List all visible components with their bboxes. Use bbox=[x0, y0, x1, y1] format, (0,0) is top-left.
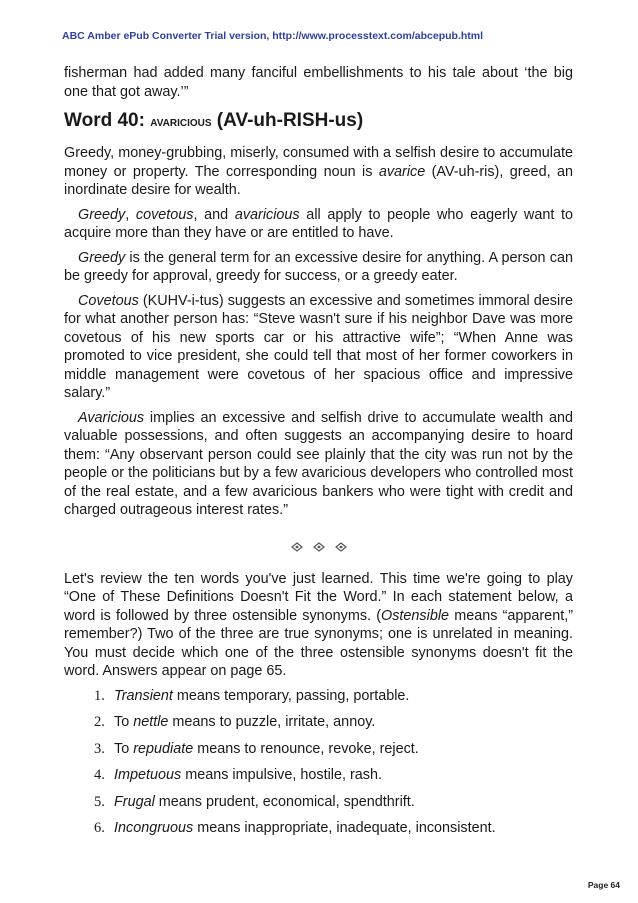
diamond-ornament-icon bbox=[335, 542, 347, 552]
term-ostensible: Ostensible bbox=[381, 607, 450, 624]
converter-header: ABC Amber ePub Converter Trial version, http://www.processtext.com/abcepub.html bbox=[62, 30, 484, 42]
quiz-definition: means impulsive, hostile, rash. bbox=[181, 767, 382, 783]
quiz-number: 1. bbox=[94, 687, 105, 704]
definition-rest: (AV-uh-ris), greed, an inordinate desire for wealth. bbox=[64, 163, 573, 198]
separator: , and bbox=[193, 206, 235, 223]
greedy-paragraph bbox=[64, 249, 573, 286]
term-greedy: Greedy bbox=[78, 249, 126, 266]
definition-noun: avarice bbox=[378, 163, 426, 180]
quiz-definition: means to puzzle, irritate, annoy. bbox=[168, 714, 376, 730]
covetous-text: (KUHV-i-tus) suggests an excessive and sometimes immoral desire for what another person has: “Steve wasn't sure if his neighbor Dave was more covetous of his new sports car or his attractive wife”; “When Anne was promoted to vice president, she could tell that most of her former coworkers in middle management were covetous of her spacious office and impressive salary.” bbox=[64, 292, 573, 401]
definition-text: Greedy, money-grubbing, miserly, consumed with a selfish desire to accumulate money or property. The corresponding noun is bbox=[64, 145, 573, 180]
term-avaricious: Avaricious bbox=[78, 409, 145, 426]
synonyms-text: all apply to people who eagerly want to acquire more than they have or are entitled to have. bbox=[64, 206, 574, 241]
quiz-definition: means inappropriate, inadequate, inconsistent. bbox=[193, 820, 496, 836]
intro-paragraph: fisherman had added many fanciful embellishments to his tale about ‘the big one that got away.’” bbox=[64, 65, 573, 100]
word-heading-word: AVARICIOUS bbox=[150, 118, 212, 129]
quiz-number: 6. bbox=[94, 820, 105, 836]
quiz-prefix: To bbox=[114, 740, 134, 757]
covetous-paragraph bbox=[64, 292, 573, 403]
quiz-item bbox=[94, 740, 573, 758]
word-heading-pronunciation: (AV-uh-RISH-us) bbox=[211, 110, 364, 131]
quiz-item bbox=[94, 713, 573, 731]
word-heading bbox=[64, 110, 573, 135]
quiz-word: nettle bbox=[133, 714, 169, 730]
term-covetous: covetous bbox=[135, 206, 194, 223]
term-avaricious: avaricious bbox=[234, 206, 300, 223]
quiz-item bbox=[94, 793, 573, 811]
quiz-list bbox=[64, 687, 573, 838]
quiz-number: 3. bbox=[94, 740, 105, 757]
page-number: Page 64 bbox=[587, 880, 620, 890]
review-text-rest: means “apparent,” remember?) Two of the three are true synonyms; one is unrelated in meaning. You must decide which one of the three ostensible synonyms doesn't fit the word. Answers appear on page 65. bbox=[64, 607, 573, 679]
quiz-item bbox=[94, 766, 573, 784]
quiz-item bbox=[94, 819, 573, 837]
avaricious-paragraph bbox=[64, 409, 573, 520]
synonyms-paragraph bbox=[64, 206, 573, 243]
definition-paragraph bbox=[64, 144, 573, 200]
quiz-number: 4. bbox=[94, 767, 105, 783]
quiz-word: Transient bbox=[114, 687, 173, 704]
diamond-ornament-icon bbox=[313, 542, 325, 552]
quiz-number: 5. bbox=[94, 793, 105, 810]
quiz-word: Impetuous bbox=[114, 767, 182, 783]
quiz-definition: means temporary, passing, portable. bbox=[172, 687, 410, 704]
quiz-definition: means to renounce, revoke, reject. bbox=[193, 740, 419, 757]
quiz-word: Frugal bbox=[114, 793, 155, 810]
term-greedy: Greedy bbox=[78, 206, 126, 223]
quiz-word: repudiate bbox=[133, 740, 194, 757]
word-heading-prefix: Word 40: bbox=[64, 110, 151, 131]
quiz-number: 2. bbox=[94, 714, 105, 730]
review-paragraph bbox=[64, 570, 573, 681]
quiz-word: Incongruous bbox=[114, 820, 194, 836]
section-divider bbox=[64, 538, 573, 552]
page-content bbox=[64, 64, 573, 846]
separator: , bbox=[125, 206, 136, 223]
quiz-definition: means prudent, economical, spendthrift. bbox=[154, 793, 415, 810]
diamond-ornament-icon bbox=[291, 542, 303, 552]
review-text: Let's review the ten words you've just learned. This time we're going to play “One of These Definitions Doesn't Fit the Word.” In each statement below, a word is followed by three ostensible synonyms. ( bbox=[64, 570, 573, 624]
term-covetous: Covetous bbox=[78, 292, 139, 309]
quiz-item bbox=[94, 687, 573, 705]
avaricious-text: implies an excessive and selfish drive to accumulate wealth and valuable possessions, and often suggests an accompanying desire to hoard them: “Any observant person could see plainly that the city was run not by the people or the politicians but by a few avaricious developers who controlled most of the real estate, and a few avaricious bankers who were tight with credit and charged outrageous interest rates.” bbox=[64, 409, 573, 518]
quiz-prefix: To bbox=[114, 714, 134, 730]
greedy-text: is the general term for an excessive desire for anything. A person can be greedy for approval, greedy for success, or a greedy eater. bbox=[64, 249, 573, 284]
